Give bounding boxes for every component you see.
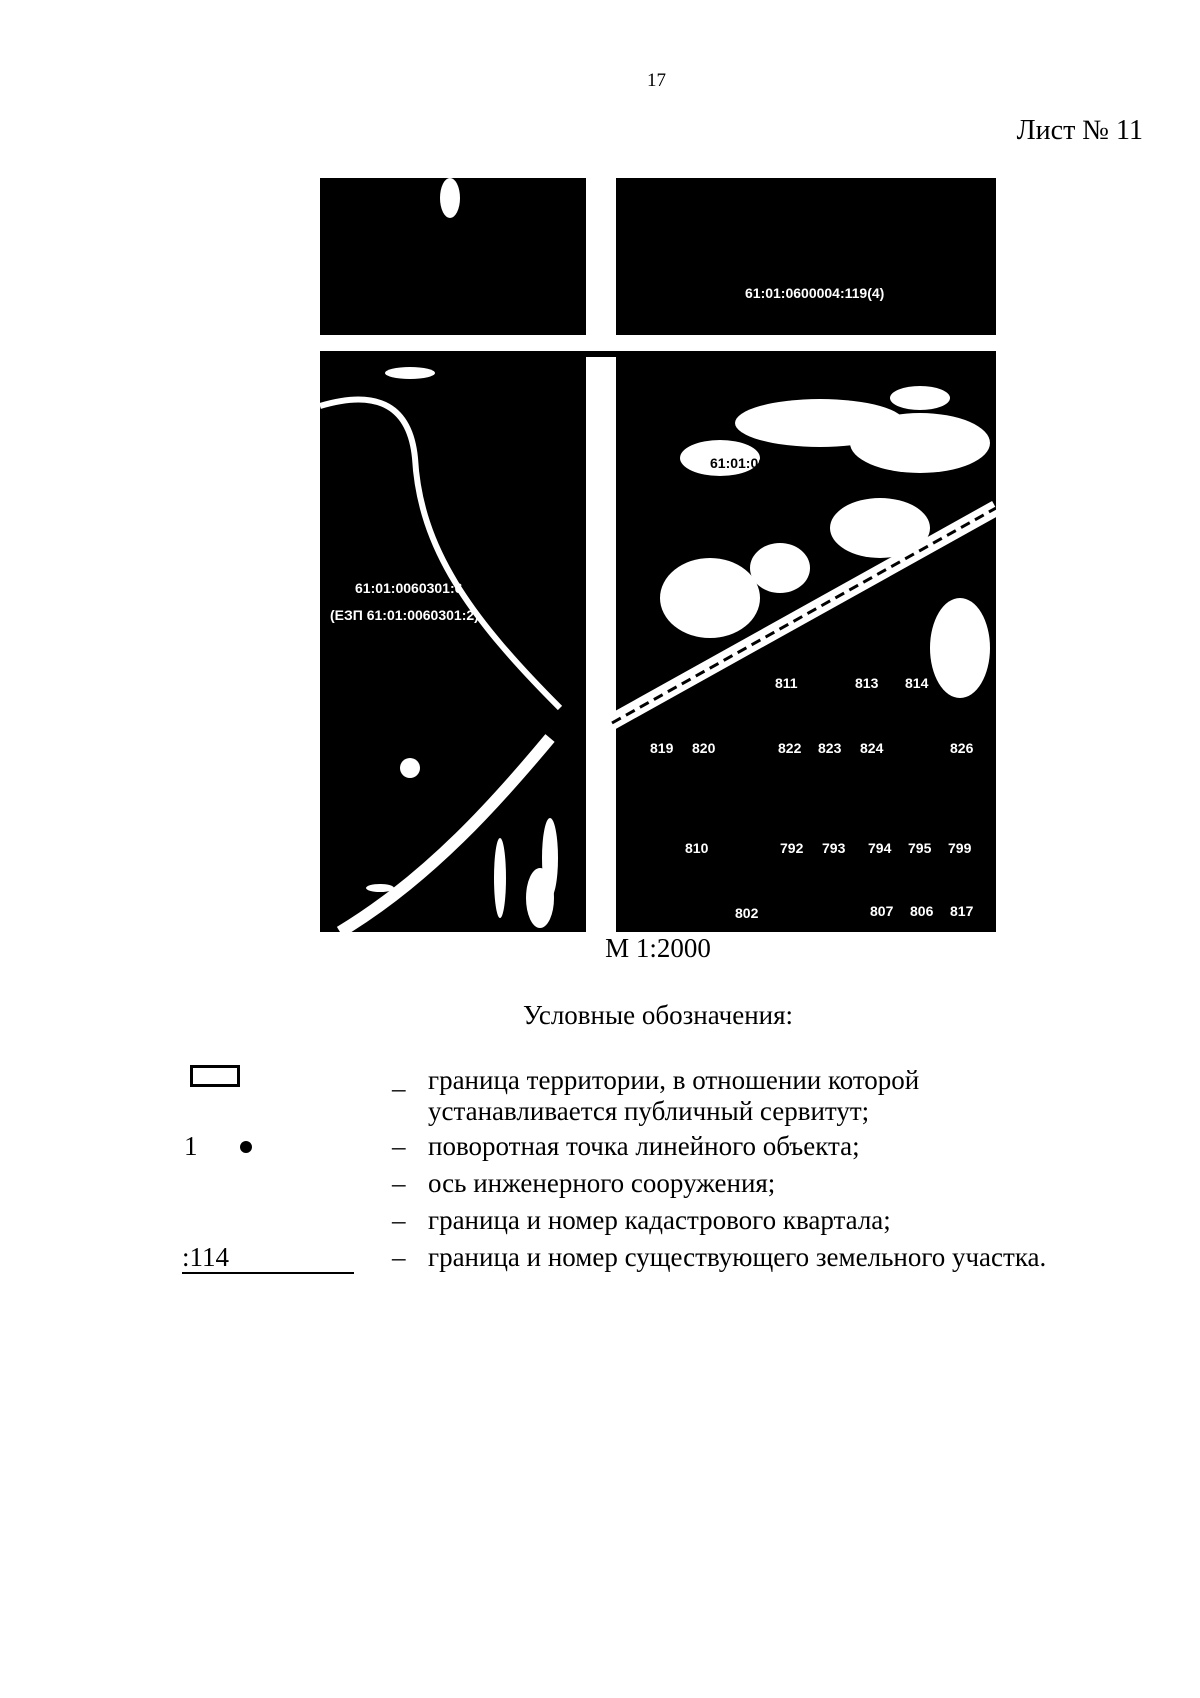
- parcel-line-icon: [182, 1272, 354, 1274]
- point-dot-icon: [240, 1141, 252, 1153]
- legend-symbol-quarter: [180, 1202, 360, 1239]
- map-label-point: 793: [822, 840, 846, 856]
- map-label-point: 823: [818, 740, 842, 756]
- map-label-point: 814: [905, 675, 929, 691]
- map-label-point: 806: [910, 903, 934, 919]
- map-svg: [320, 178, 996, 932]
- map-label-point: 820: [692, 740, 716, 756]
- map-label-parcel: 61:01:0600004:119(4): [745, 285, 885, 301]
- legend-dash: –: [392, 1205, 406, 1235]
- legend-dash: –: [392, 1168, 406, 1198]
- map-label-parcel: 61:01:0060301:6: [710, 455, 818, 471]
- legend-dash: –: [392, 1242, 406, 1272]
- legend-text: устанавливается публичный сервитут;: [428, 1096, 870, 1126]
- map-label-point: 810: [685, 840, 709, 856]
- legend-description: [428, 1062, 919, 1130]
- legend-item: [180, 1062, 1140, 1128]
- legend-dash: –: [392, 1073, 406, 1103]
- legend-text: поворотная точка линейного объекта;: [428, 1131, 860, 1161]
- page-number: 17: [647, 70, 666, 91]
- legend-item: [180, 1128, 1140, 1165]
- legend-symbol-boundary: [180, 1062, 360, 1099]
- map-label-point: 802: [735, 905, 759, 921]
- map-label-point: 813: [855, 675, 879, 691]
- point-number: 1: [184, 1131, 198, 1161]
- legend-symbol-parcel: [180, 1239, 360, 1276]
- legend-item: [180, 1165, 1140, 1202]
- map-label-point: 807: [870, 903, 894, 919]
- legend-text: граница территории, в отношении которой: [428, 1065, 920, 1095]
- map-label-point: 824: [860, 740, 884, 756]
- map-label-point: 817: [950, 903, 974, 919]
- map-label-point: 792: [780, 840, 804, 856]
- map-image: [320, 178, 996, 932]
- sheet-label: Лист № 11: [1016, 115, 1143, 146]
- parcel-number: :114: [182, 1242, 229, 1272]
- rectangle-icon: [190, 1065, 240, 1087]
- legend-symbol-point: [180, 1128, 360, 1165]
- legend-title: Условные обозначения:: [522, 1000, 794, 1030]
- legend-dash: –: [392, 1131, 406, 1161]
- map-label-point: 826: [950, 740, 974, 756]
- legend: [180, 1062, 1140, 1276]
- legend-text: граница и номер кадастрового квартала;: [428, 1205, 891, 1235]
- map-label-point: 822: [778, 740, 802, 756]
- map-label-point: 811: [775, 675, 798, 691]
- map-label-point: 799: [948, 840, 972, 856]
- map-label-point: 795: [908, 840, 932, 856]
- map-label-parcel: 61:01:0060301:6: [355, 580, 463, 596]
- map-label-parcel: (ЕЗП 61:01:0060301:2): [680, 475, 829, 491]
- map-label-point: 794: [868, 840, 892, 856]
- legend-item: [180, 1239, 1140, 1276]
- legend-symbol-axis: [180, 1165, 360, 1202]
- map-scale: М 1:2000: [605, 933, 711, 963]
- map-label-point: 819: [650, 740, 674, 756]
- map-label-parcel: (ЕЗП 61:01:0060301:2): [330, 607, 479, 623]
- legend-text: ось инженерного сооружения;: [428, 1168, 776, 1198]
- legend-item: [180, 1202, 1140, 1239]
- legend-text: граница и номер существующего земельного участка.: [428, 1242, 1047, 1272]
